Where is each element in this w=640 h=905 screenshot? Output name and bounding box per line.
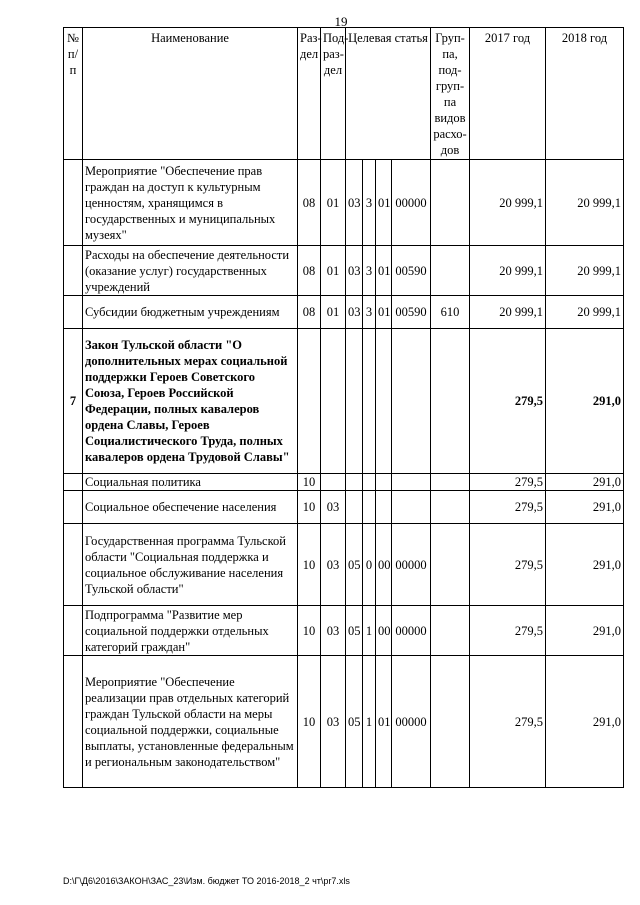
table-row	[64, 296, 624, 329]
row-name: Государственная программа Тульской области "Социальная поддержка и социальное обслуживание населения Тульской области"	[83, 524, 298, 606]
header-no: № п/ п	[64, 28, 83, 160]
row-amount-2017: 279,5	[470, 329, 546, 474]
row-target-program	[346, 491, 363, 524]
row-amount-2018: 291,0	[546, 656, 624, 788]
row-target-event	[376, 474, 392, 491]
row-name: Подпрограмма "Развитие мер социальной поддержки отдельных категорий граждан"	[83, 606, 298, 656]
row-target-program: 05	[346, 524, 363, 606]
row-subsection	[321, 474, 346, 491]
row-target-subprogram: 1	[363, 656, 376, 788]
row-expense-group	[431, 656, 470, 788]
row-section: 10	[298, 491, 321, 524]
row-section	[298, 329, 321, 474]
row-target-subprogram: 3	[363, 246, 376, 296]
row-target-program: 03	[346, 160, 363, 246]
row-target-direction	[392, 491, 431, 524]
page-number: 19	[334, 14, 348, 29]
row-subsection: 01	[321, 296, 346, 329]
row-target-subprogram	[363, 329, 376, 474]
row-target-program: 03	[346, 296, 363, 329]
table-row	[64, 524, 624, 606]
table-body	[64, 160, 624, 788]
row-section: 10	[298, 606, 321, 656]
file-path-footer: D:\Г\Д6\2016\ЗАКОН\ЗАС_23\Изм. бюджет ТО 2016-2018_2 чт\pr7.xls	[63, 876, 350, 886]
row-number	[64, 160, 83, 246]
row-target-direction: 00000	[392, 656, 431, 788]
row-name: Социальное обеспечение населения	[83, 491, 298, 524]
row-section: 08	[298, 160, 321, 246]
row-amount-2018: 291,0	[546, 329, 624, 474]
row-subsection: 03	[321, 524, 346, 606]
row-target-event: 00	[376, 524, 392, 606]
row-target-subprogram: 3	[363, 296, 376, 329]
header-section: Раз- дел	[298, 28, 321, 160]
header-target-item: Целевая статья	[346, 28, 431, 160]
row-target-program	[346, 474, 363, 491]
row-subsection: 03	[321, 656, 346, 788]
row-target-program: 05	[346, 656, 363, 788]
row-target-program: 05	[346, 606, 363, 656]
row-section: 10	[298, 474, 321, 491]
table-row	[64, 329, 624, 474]
table-row	[64, 160, 624, 246]
table-row	[64, 656, 624, 788]
table-row	[64, 246, 624, 296]
header-name: Наименование	[83, 28, 298, 160]
row-number	[64, 296, 83, 329]
row-amount-2018: 291,0	[546, 474, 624, 491]
row-subsection	[321, 329, 346, 474]
header-2018: 2018 год	[546, 28, 624, 160]
row-target-subprogram: 1	[363, 606, 376, 656]
row-target-program	[346, 329, 363, 474]
row-number	[64, 246, 83, 296]
row-target-direction: 00590	[392, 246, 431, 296]
row-target-direction: 00000	[392, 606, 431, 656]
row-target-direction	[392, 474, 431, 491]
row-target-direction	[392, 329, 431, 474]
row-subsection: 03	[321, 491, 346, 524]
row-number	[64, 474, 83, 491]
row-name: Мероприятие "Обеспечение реализации прав отдельных категорий граждан Тульской области на меры социальной поддержки, социальные выплаты, установленные федеральным и региональным законодательством"	[83, 656, 298, 788]
row-expense-group	[431, 160, 470, 246]
table-row	[64, 491, 624, 524]
row-expense-group	[431, 474, 470, 491]
row-amount-2017: 279,5	[470, 474, 546, 491]
table-row	[64, 474, 624, 491]
row-expense-group	[431, 524, 470, 606]
budget-table	[63, 27, 624, 788]
row-number	[64, 606, 83, 656]
row-amount-2017: 279,5	[470, 606, 546, 656]
row-name: Расходы на обеспечение деятельности (оказание услуг) государственных учреждений	[83, 246, 298, 296]
row-section: 08	[298, 246, 321, 296]
row-target-event: 01	[376, 160, 392, 246]
row-target-event	[376, 329, 392, 474]
table-header-row	[64, 28, 624, 160]
row-amount-2018: 20 999,1	[546, 296, 624, 329]
row-target-event	[376, 491, 392, 524]
row-expense-group	[431, 491, 470, 524]
row-target-event: 00	[376, 606, 392, 656]
row-number: 7	[64, 329, 83, 474]
row-amount-2017: 279,5	[470, 524, 546, 606]
row-amount-2018: 20 999,1	[546, 160, 624, 246]
header-2017: 2017 год	[470, 28, 546, 160]
row-subsection: 01	[321, 246, 346, 296]
row-expense-group	[431, 606, 470, 656]
row-number	[64, 656, 83, 788]
row-amount-2018: 291,0	[546, 524, 624, 606]
row-expense-group	[431, 246, 470, 296]
row-amount-2017: 20 999,1	[470, 296, 546, 329]
header-subsection: Под- раз- дел	[321, 28, 346, 160]
row-expense-group: 610	[431, 296, 470, 329]
row-name: Социальная политика	[83, 474, 298, 491]
row-target-subprogram	[363, 474, 376, 491]
row-amount-2018: 291,0	[546, 606, 624, 656]
row-target-subprogram	[363, 491, 376, 524]
row-target-direction: 00590	[392, 296, 431, 329]
row-name: Субсидии бюджетным учреждениям	[83, 296, 298, 329]
row-amount-2017: 20 999,1	[470, 246, 546, 296]
row-section: 08	[298, 296, 321, 329]
row-target-event: 01	[376, 656, 392, 788]
row-target-direction: 00000	[392, 524, 431, 606]
row-target-subprogram: 3	[363, 160, 376, 246]
row-name: Закон Тульской области "О дополнительных мерах социальной поддержки Героев Советского Союза, Героев Российской Федерации, полных кавалеров ордена Славы, Героев Социалистического Труда, полных кавалеров ордена Трудовой Славы"	[83, 329, 298, 474]
row-target-event: 01	[376, 246, 392, 296]
row-section: 10	[298, 524, 321, 606]
row-amount-2017: 279,5	[470, 491, 546, 524]
row-amount-2017: 279,5	[470, 656, 546, 788]
row-target-subprogram: 0	[363, 524, 376, 606]
row-amount-2018: 20 999,1	[546, 246, 624, 296]
row-target-event: 01	[376, 296, 392, 329]
row-number	[64, 524, 83, 606]
row-subsection: 01	[321, 160, 346, 246]
row-target-direction: 00000	[392, 160, 431, 246]
row-name: Мероприятие "Обеспечение прав граждан на доступ к культурным ценностям, хранящимся в государственных и муниципальных музеях"	[83, 160, 298, 246]
row-number	[64, 491, 83, 524]
row-amount-2017: 20 999,1	[470, 160, 546, 246]
row-section: 10	[298, 656, 321, 788]
row-expense-group	[431, 329, 470, 474]
header-expense-group: Груп- па, под- груп- па видов расхо- дов	[431, 28, 470, 160]
row-amount-2018: 291,0	[546, 491, 624, 524]
row-subsection: 03	[321, 606, 346, 656]
table-row	[64, 606, 624, 656]
row-target-program: 03	[346, 246, 363, 296]
